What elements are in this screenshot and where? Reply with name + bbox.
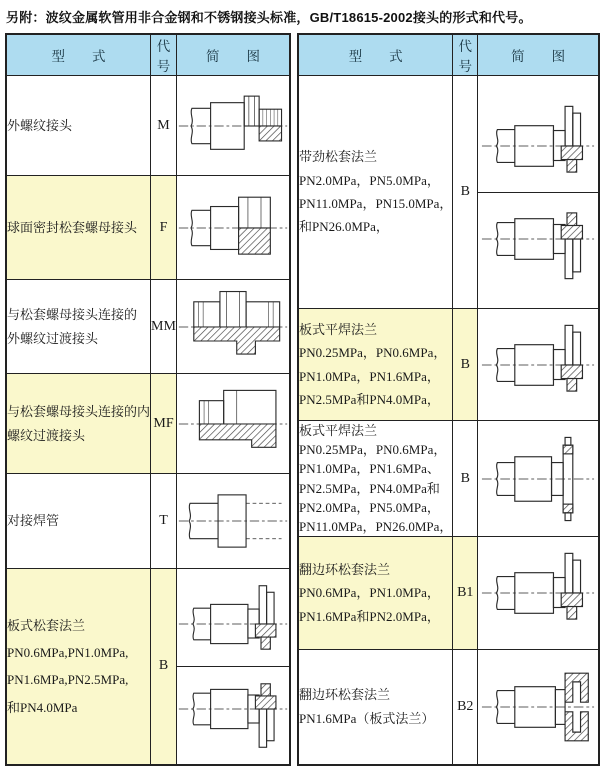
code-cell: MF xyxy=(151,374,177,474)
type-line: PN0.25MPa，PN0.6MPa， xyxy=(299,442,447,458)
male-thread-adapter-joint-drawing xyxy=(177,285,289,369)
type-cell xyxy=(6,474,151,569)
diagram-cell xyxy=(176,280,290,374)
diagram-split xyxy=(478,100,598,285)
diagram-cell xyxy=(176,569,290,765)
diagram-cell xyxy=(478,309,599,421)
code-cell: B xyxy=(453,421,478,537)
type-line: PN1.6MPa（板式法兰） xyxy=(299,710,435,726)
diagram-cell xyxy=(478,76,599,309)
type-cell xyxy=(298,650,453,765)
left-header-code: 代号 xyxy=(151,34,177,76)
type-line: 外螺纹过渡接头 xyxy=(7,330,99,346)
type-cell xyxy=(6,176,151,280)
type-line: PN2.5MPa和PN4.0MPa， xyxy=(299,391,440,407)
right-table xyxy=(297,33,600,766)
plate-loose-flange-up-drawing xyxy=(177,582,289,666)
type-line: PN2.0MPa，PN5.0MPa， xyxy=(299,172,440,188)
plate-loose-flange-down-drawing xyxy=(177,667,289,751)
diagram-cell xyxy=(176,176,290,280)
type-line: 球面密封松套螺母接头 xyxy=(7,219,138,235)
diagram-sub-cell xyxy=(177,582,289,666)
tables-container xyxy=(5,33,600,766)
type-cell xyxy=(6,76,151,176)
table-row xyxy=(298,421,599,537)
type-line: PN0.6MPa,PN1.0MPa, xyxy=(7,644,129,660)
left-header-type: 型 式 xyxy=(6,34,151,76)
type-line: PN1.6MPa和PN2.0MPa， xyxy=(299,608,440,624)
type-line: PN2.0MPa，PN5.0MPa， xyxy=(299,499,440,515)
type-line: 翻边环松套法兰 xyxy=(299,561,391,577)
type-line: 和PN26.0MPa， xyxy=(299,219,389,235)
table-row xyxy=(6,474,290,569)
type-line: 螺纹过渡接头 xyxy=(7,427,86,443)
right-header-row xyxy=(298,34,599,76)
plate-flat-weld-flange-2-drawing xyxy=(480,431,596,527)
type-line: 板式平焊法兰 xyxy=(299,423,378,439)
type-line: PN0.6MPa，PN1.0MPa， xyxy=(299,585,440,601)
type-cell xyxy=(298,309,453,421)
table-row xyxy=(6,176,290,280)
right-header-diagram: 简 图 xyxy=(478,34,599,76)
lapped-ring-loose-flange-drawing xyxy=(480,547,596,639)
table-row xyxy=(6,280,290,374)
table-row xyxy=(298,76,599,309)
code-cell: F xyxy=(151,176,177,280)
type-line: PN2.5MPa，PN4.0MPa和 xyxy=(299,480,440,496)
lapped-ring-loose-flange-plate-drawing xyxy=(480,659,596,755)
diagram-cell xyxy=(478,650,599,765)
right-header-type: 型 式 xyxy=(298,34,453,76)
type-cell xyxy=(298,421,453,537)
type-cell xyxy=(6,280,151,374)
code-cell: MM xyxy=(151,280,177,374)
type-line: PN1.6MPa,PN2.5MPa, xyxy=(7,672,129,688)
type-line: PN0.25MPa，PN0.6MPa， xyxy=(299,345,447,361)
right-header-code: 代号 xyxy=(453,34,478,76)
type-line: 和PN4.0MPa xyxy=(7,699,78,715)
diagram-sub-cell xyxy=(478,192,598,285)
type-line: 与松套螺母接头连接的内 xyxy=(7,404,151,420)
type-line: 板式松套法兰 xyxy=(7,617,86,633)
table-row xyxy=(6,569,290,765)
diagram-cell xyxy=(176,374,290,474)
code-cell: B2 xyxy=(453,650,478,765)
type-line: 与松套螺母接头连接的 xyxy=(7,307,138,323)
code-cell: B xyxy=(151,569,177,765)
table-row xyxy=(298,537,599,650)
external-thread-joint-drawing xyxy=(177,84,289,168)
diagram-cell xyxy=(478,537,599,650)
type-line: PN11.0MPa，PN15.0MPa， xyxy=(299,196,453,211)
type-cell xyxy=(298,76,453,309)
type-line: 外螺纹接头 xyxy=(7,117,73,133)
female-thread-adapter-joint-drawing xyxy=(177,382,289,466)
table-row xyxy=(6,374,290,474)
spherical-seal-loose-nut-joint-drawing xyxy=(177,186,289,270)
type-line: PN11.0MPa，PN26.0MPa， xyxy=(299,518,453,534)
table-row xyxy=(298,309,599,421)
left-table xyxy=(5,33,291,766)
type-line: 翻边环松套法兰 xyxy=(299,687,391,703)
code-cell: B xyxy=(453,309,478,421)
type-line: 对接焊管 xyxy=(7,513,60,529)
plate-flat-weld-flange-drawing xyxy=(480,319,596,411)
butt-weld-pipe-drawing xyxy=(177,479,289,563)
code-cell: B xyxy=(453,76,478,309)
neck-loose-flange-up-drawing xyxy=(480,100,596,192)
type-line: 板式平焊法兰 xyxy=(299,321,378,337)
code-cell: T xyxy=(151,474,177,569)
code-cell: B1 xyxy=(453,537,478,650)
diagram-cell xyxy=(176,474,290,569)
diagram-sub-cell xyxy=(478,100,598,192)
diagram-split xyxy=(177,582,289,751)
left-header-diagram: 简 图 xyxy=(176,34,290,76)
diagram-sub-cell xyxy=(177,666,289,751)
code-cell: M xyxy=(151,76,177,176)
type-line: PN1.0MPa，PN1.6MPa， xyxy=(299,368,440,384)
neck-loose-flange-down-drawing xyxy=(480,193,596,285)
type-cell xyxy=(6,374,151,474)
type-cell xyxy=(298,537,453,650)
diagram-cell xyxy=(478,421,599,537)
type-line: 带劲松套法兰 xyxy=(299,149,378,165)
table-row xyxy=(298,650,599,765)
page-title: 另附：波纹金属软管用非合金钢和不锈钢接头标准，GB/T18615-2002接头的形式和代号。 xyxy=(6,10,532,25)
diagram-cell xyxy=(176,76,290,176)
type-line: PN1.0MPa，PN1.6MPa、 xyxy=(299,461,440,477)
left-header-row xyxy=(6,34,290,76)
table-row xyxy=(6,76,290,176)
type-cell xyxy=(6,569,151,765)
